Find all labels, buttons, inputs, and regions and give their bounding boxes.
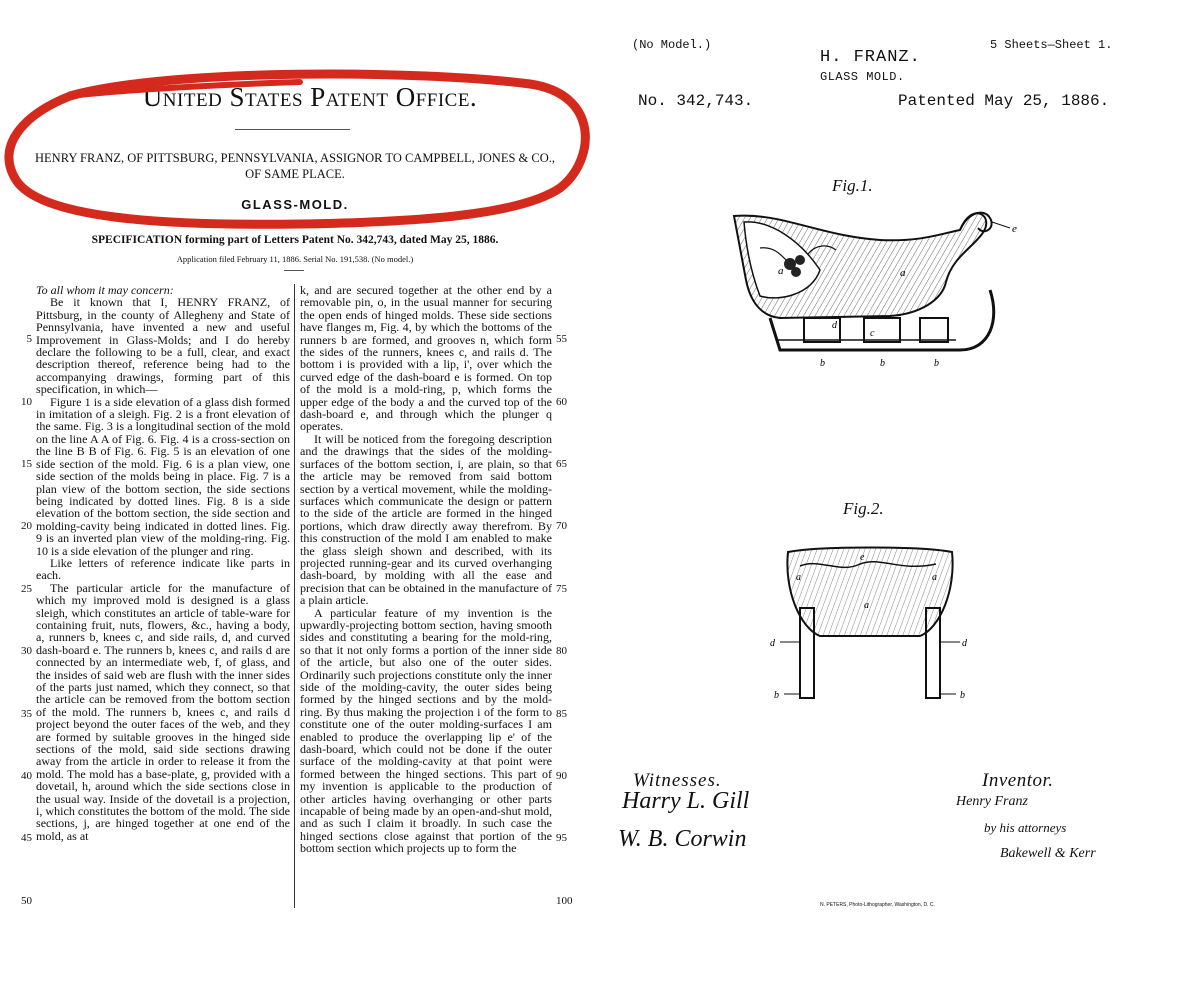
line-number: 20 [21, 520, 32, 532]
line-number: 5 [26, 333, 32, 345]
line-number: 25 [21, 583, 32, 595]
line-number: 35 [21, 708, 32, 720]
paragraph: Like letters of reference indicate like parts in each. [36, 555, 290, 583]
line-number: 90 [556, 770, 567, 782]
specification-left-column [36, 284, 290, 842]
inventor-signature: Henry Franz [956, 794, 1028, 809]
fig1-sleigh-side-drawing [720, 190, 1020, 380]
filed-line: Application filed February 11, 1886. Serial No. 191,538. (No model.) [176, 254, 414, 264]
attorneys-note: by his attorneys [984, 820, 1067, 835]
fig2-letter-a: a [796, 572, 801, 583]
line-number: 40 [21, 770, 32, 782]
inventor-heading: Inventor. [982, 770, 1054, 791]
attorneys-signature: Bakewell & Kerr [1000, 846, 1096, 861]
paragraph: k, and are secured together at the other end by a removable pin, o, in the usual manner for securing the open ends of hinged molds. These side sections have flanges m, Fig. 4, by which the bottoms of the runners b are formed, and grooves n, which form the sides of the runners, knees c, and rails d. The bottom i is provided with a lip, i', over which the curved edge of the dash-board e is formed. On top of the mold is a mold-ring, p, which forms the upper edge of the body a and the curved top of the dash-board e, and through which the plunger q operates. [300, 283, 552, 434]
witnesses-heading: Witnesses. [633, 770, 722, 791]
line-number: 70 [556, 520, 567, 532]
paragraph: The particular article for the manufacture of which my improved mold is designed is a glass sleigh, which constitutes an article of table-ware for containing fruit, nuts, flowers, &c., having a body, a, runners b, knees c, and side rails, d, and curved dash-board e. The runners b, knees c, and rails d are connected by an intermediate web, f, of glass, and the insides of said web are flush with the inner sides of the parts just named, which they connect, so that the article can be removed from the bottom section of the mold. The runners b, knees c, and rails d project beyond the outer faces of the web, and they are formed by suitable grooves in the hinged side sections of the mold, said side sections drawing away from the article in order to release it from the mold. The mold has a base-plate, g, provided with a dovetail, h, around which the side sections close in the usual way. Inside of the dovetail is a projection, i, which constitutes the bottom of the mold. The side sections, j, are hinged together at one end of the mold, as at [36, 580, 290, 843]
specification-right-column [300, 284, 552, 855]
witness-signature-2: W. B. Corwin [618, 826, 747, 852]
line-number: 15 [21, 458, 32, 470]
fig2-letter-d: d [962, 638, 967, 649]
no-model-note: (No Model.) [632, 38, 712, 52]
sheet-number: 5 Sheets—Sheet 1. [990, 38, 1113, 52]
line-number: 50 [21, 895, 32, 907]
fig1-letter-c: c [870, 328, 875, 339]
fig2-letter-e: e [860, 552, 865, 563]
fig1-letter-b: b [934, 358, 939, 369]
line-number: 80 [556, 645, 567, 657]
drawing-inventor-name: H. FRANZ. [820, 48, 921, 67]
fig2-letter-a: a [932, 572, 937, 583]
invention-title: GLASS-MOLD. [241, 197, 349, 212]
specification-line: SPECIFICATION forming part of Letters Patent No. 342,743, dated May 25, 1886. [91, 234, 499, 246]
drawing-title: GLASS MOLD. [820, 70, 905, 84]
salutation: To all whom it may concern: [36, 283, 174, 297]
printer-imprint: N. PETERS, Photo-Lithographer, Washington, D. C. [820, 902, 935, 908]
line-number: 30 [21, 645, 32, 657]
fig1-letter-a: a [778, 265, 784, 277]
grantee-line: HENRY FRANZ, OF PITTSBURG, PENNSYLVANIA, ASSIGNOR TO CAMPBELL, JONES & CO., OF SAME PLACE. [35, 151, 555, 181]
fig2-letter-a: a [864, 600, 869, 611]
fig2-letter-d: d [770, 638, 775, 649]
fig1-label: Fig.1. [832, 176, 873, 195]
patent-date: Patented May 25, 1886. [898, 92, 1110, 110]
paragraph: Be it known that I, HENRY FRANZ, of Pittsburg, in the county of Allegheny and State of Pennsylvania, have invented a new and useful Improvement in Glass-Molds; and I do hereby declare the following to be a full, clear, and exact description thereof, reference being had to the accompanying drawings, forming part of this specification, in which— [36, 295, 290, 397]
invention-rule [268, 226, 318, 227]
filed-rule [284, 270, 304, 271]
paragraph: A particular feature of my invention is the upwardly-projecting bottom section, having smooth sides and constituting a bearing for the mold-ring, so that it not only forms a portion of the inner side of the article, but also one of the outer sides. Ordinarily such projections constitute only the inner side of the molding-cavity, the outer sides being formed by the hinged sections and by the mold-ring. By thus making the projection i of the form to constitute one of the outer molding-surfaces I am enabled to produce the overlapping lip e' of the dash-board, which could not be done if the outer surface of the molding-cavity at that point were formed between the hinged sections. This part of my invention is applicable to the production of other articles having overhanging or other parts incapable of being made by an open-and-shut mold, and as such I claim it broadly. In such case the hinged sections close against that portion of the bottom section which projects up to form the [300, 605, 552, 856]
fig1-letter-a: a [900, 267, 906, 279]
witness-signature-1: Harry L. Gill [622, 788, 750, 814]
column-divider [294, 284, 295, 908]
line-number: 10 [21, 396, 32, 408]
line-number: 75 [556, 583, 567, 595]
fig1-letter-d: d [832, 320, 837, 331]
fig1-letter-b: b [880, 358, 885, 369]
line-number: 55 [556, 333, 567, 345]
line-number: 65 [556, 458, 567, 470]
patent-number: No. 342,743. [638, 92, 754, 110]
fig1-letter-e: e [1012, 223, 1017, 235]
line-number: 45 [21, 832, 32, 844]
title-rule [235, 129, 350, 130]
line-number: 100 [556, 895, 573, 907]
line-number: 60 [556, 396, 567, 408]
line-number: 95 [556, 832, 567, 844]
office-title: United States Patent Office. [142, 82, 478, 112]
fig2-letter-b: b [960, 690, 965, 701]
paragraph: Figure 1 is a side elevation of a glass dish formed in imitation of a sleigh. Fig. 2 is a front elevation of the same. Fig. 3 is a longitudinal section of the mold on the line A A of Fig. 6. Fig. 4 is a cross-section on the line B B of Fig. 6. Fig. 5 is an elevation of one side section of the mold. Fig. 6 is a plan view, one side section of the molds being in place. Fig. 7 is a plan view of the bottom section, the side sections being indicated by dotted lines. Fig. 8 is a side elevation of the bottom section, the side section and molding-cavity being indicated in dotted lines. Fig. 9 is an inverted plan view of the molding-ring. Fig. 10 is a side elevation of the plunger and ring. [36, 394, 290, 558]
fig2-label: Fig.2. [843, 499, 884, 518]
paragraph: It will be noticed from the foregoing description and the drawings that the sides of the molding-surfaces of the bottom section, i, are plain, so that the article may be removed from said bottom section by a vertical movement, while the molding-surfaces which communicate the design or pattern to the side of the article are formed in the hinged portions, which draw directly away therefrom. By this construction of the mold I am enabled to make the glass sleigh shown and described, with its projected running-gear and its curved overhanging dash-board, by molding with all the ease and precision that can be obtained in the manufacture of a plain article. [300, 431, 552, 608]
fig2-letter-b: b [774, 690, 779, 701]
line-number: 85 [556, 708, 567, 720]
fig2-sleigh-front-drawing [760, 530, 980, 710]
fig1-letter-b: b [820, 358, 825, 369]
